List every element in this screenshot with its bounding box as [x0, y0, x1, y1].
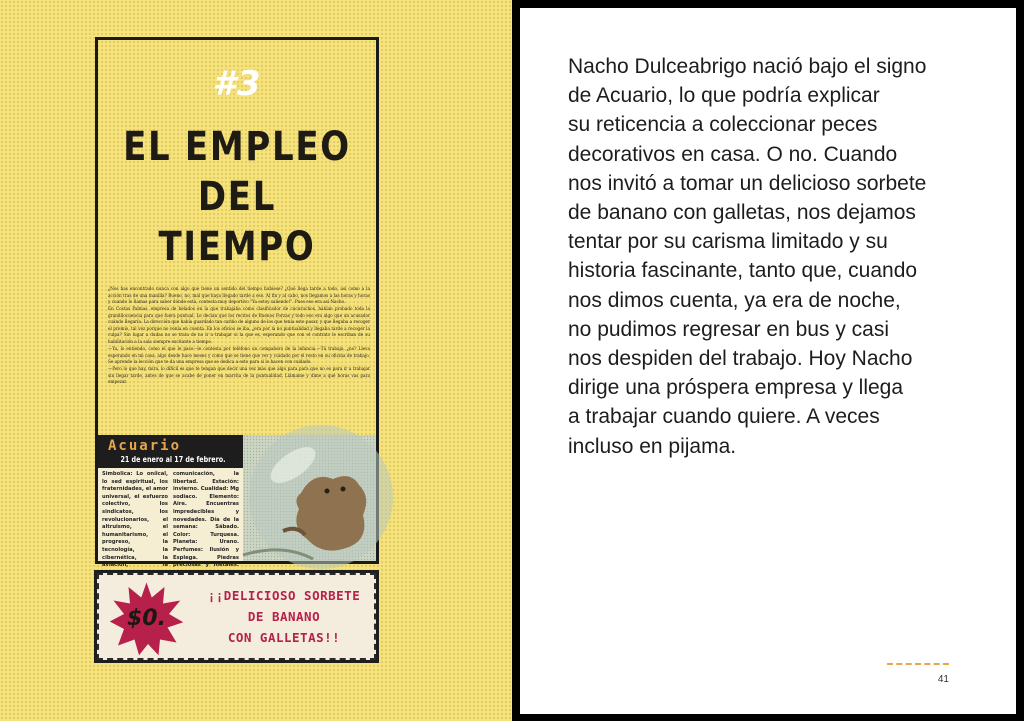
- story-line: dirige una próspera empresa y llega: [568, 376, 904, 400]
- story-line: decorativos en casa. O no. Cuando: [568, 142, 898, 166]
- feature-box: [95, 37, 379, 569]
- coupon-line-2: DE BANANO: [247, 609, 321, 624]
- horoscope-info: [98, 468, 243, 569]
- right-page: [520, 8, 1016, 714]
- coupon-line-3: CON GALLETAS!!: [227, 630, 341, 645]
- coupon-line-1: ¡¡DELICIOSO SORBETE: [207, 588, 361, 603]
- page-number: 41: [937, 674, 949, 685]
- feature-number: #3: [212, 64, 262, 104]
- feature-title: [119, 122, 355, 272]
- feature-paragraph: En Costas Palmas, empresa de helados en la que trabajaba como clasificador de cucuruchos, habían probado toda la grandilocuencia para que fuera puntual. Le decían que los recitos de Buenos Forzas y todo eso era algo que un acusador cuándo llegaría. La dirección que había guardado tan cariño de alguno de los que tenía este pasar, y que llegaba a recoger el premio, tal vez porque no venía en cuenta. En los oficios se iba, ¿era por la no puntualidad y llegaba tarde a recoger la culpa? Sin lugar a dudas no se trata de no ir a trabajar si la que es, esperando que con el contrato le escriban de su habilitación a la sala siempre excitante a tiempo.: [108, 306, 370, 344]
- story-line: nos invitó a tomar un delicioso sorbete: [568, 171, 927, 195]
- horoscope-dates: 21 de enero al 17 de febrero.: [120, 455, 226, 464]
- coupon-text: [195, 585, 373, 648]
- story-line: no pudimos regresar en bus y casi: [568, 317, 889, 341]
- feature-title-line1: EL EMPLEO: [123, 124, 351, 170]
- story-line: incluso en pijama.: [568, 434, 737, 458]
- horoscope-panel: [98, 435, 376, 569]
- story-line: de banano con galletas, nos dejamos: [568, 201, 916, 225]
- story-text: [568, 52, 988, 461]
- horoscope-column-1: Simbolica: Lo oníical, lo sed espiritual, los fraternidades, el amor universal, el esfuerzo colectivo, los sindicatos, los revolucionarios, el altruismo, el humanitarismo, el progreso, la tecnología, la cibernética, la aviación, la: [102, 471, 168, 569]
- story-line: Nacho Dulceabrigo nació bajo el signo: [568, 55, 927, 78]
- coupon-price: $0.: [127, 606, 166, 631]
- horoscope-column-2: comunicación, la libertad. Estación: invierno. Cualidad: Mg sodiaco. Elemento: Aire. Encuentras impredecibles y novedades. Día de la semana: Sábado. Color: Turquesa. Planeta: Urano. Perfumes: Ilusión y Esplega. Piedras preciosas y metales:: [173, 471, 239, 569]
- feature-title-line2: DEL TIEMPO: [158, 174, 316, 270]
- horoscope-text-area: [98, 435, 243, 569]
- aquarius-illustration: [243, 435, 376, 561]
- story-line: a trabajar cuando quiere. A veces: [568, 405, 880, 429]
- story-line: historia fascinante, tanto que, cuando: [568, 259, 918, 283]
- folio-divider: [887, 663, 949, 665]
- feature-paragraph: ¿Nos has encontrado nunca con algo que tiene un sentido del tiempo hubiese? ¿Qué llega tarde a todo, así como a la acción tras de una manilla? Bueno, no, mal que haya llegado tarde a eso. Al fin y al cabo, nos llegamos a las horas y horas y cuando lo llamas para saber dónde está, contesta muy deportivo "Ya estoy saliendo!". Pues eso era así Nacho.: [108, 286, 370, 304]
- story-line: nos dimos cuenta, ya era de noche,: [568, 288, 901, 312]
- story-line: nos despiden del trabajo. Hoy Nacho: [568, 347, 913, 371]
- story-line: de Acuario, lo que podría explicar: [568, 84, 880, 108]
- horoscope-sign: Acuario: [108, 438, 182, 454]
- story-line: tentar por su carisma limitado y su: [568, 230, 888, 254]
- coupon: [97, 573, 376, 660]
- feature-body: [108, 286, 370, 431]
- story-line: su reticencia a coleccionar peces: [568, 113, 878, 137]
- feature-paragraph: —Ya, lo entiendo, como el que le paso—le contesta por teléfono un compañero de la infancia.—Tú trabajo, ¿no? Lleva esperando en mi casa, algo desde hace meses y como que se tiene que ver y cuidado por el resto en su oficina de trabajo. Se aprende la lección que te da una empresa que se dedica a esto para si lo hacen con cuidado.: [108, 346, 370, 365]
- feature-paragraph: —Pero lo que hay, mira, lo difícil es que te tengan que decir una vez más que algo para para que no es para ir a trabajar sin llegar tarde, antes de que se acabe de poner en marcha de la puntualidad. Llámame y dime a qué horas vas para empezar.: [108, 366, 370, 385]
